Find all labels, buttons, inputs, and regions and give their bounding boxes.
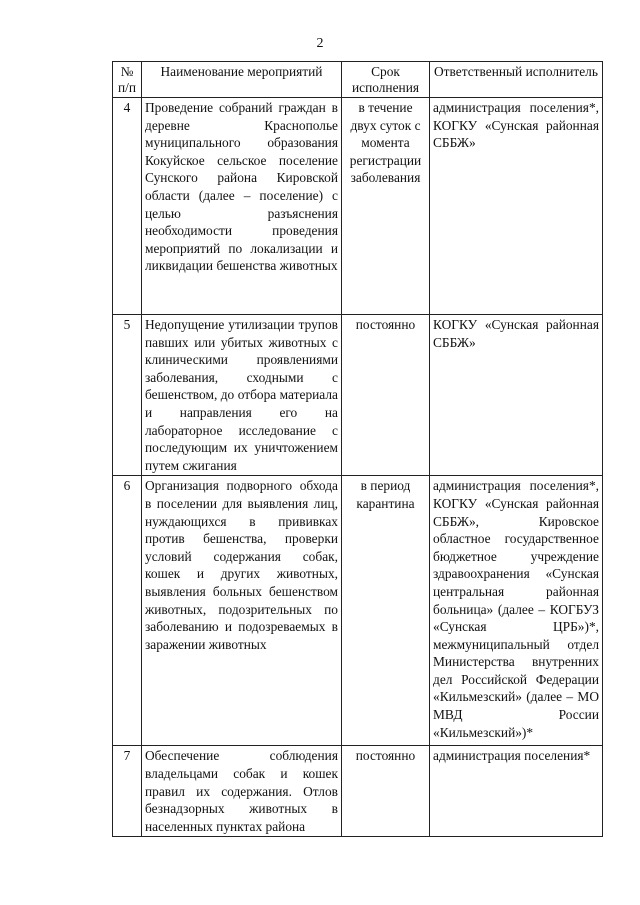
measures-table	[112, 61, 603, 837]
measure-name-text: Проведение собраний граждан в деревне Краснополье муниципального образования Кокуйское сельское поселение Сунского района Кировской области (далее – поселение) с целью разъяснения необходимости проведения мероприятий по локализации и ликвидации бешенства животных	[145, 100, 338, 274]
header-name: Наименование мероприятий	[142, 62, 342, 98]
measure-name	[142, 315, 342, 476]
measure-name	[142, 746, 342, 837]
measure-responsible-text: администрация поселения*, КОГКУ «Сунская районная СББЖ», Кировское областное государственное бюджетное учреждение здравоохранения «Сунская центральная районная больница» (далее – КОГБУЗ «Сунская ЦРБ»)*, межмуниципальный отдел Министерства внутренних дел Российской Федерации «Кильмезский» (далее – МО МВД России «Кильмезский»)*	[433, 478, 599, 740]
table-row	[113, 98, 603, 315]
row-number: 5	[113, 315, 142, 476]
header-responsible: Ответственный исполнитель	[430, 62, 603, 98]
measure-name-text: Недопущение утилизации трупов павших или убитых животных с клиническими проявлениями заболевания, сходными с бешенством, до отбора материала и направления его на лабораторное исследование с последующим их уничтожением путем сжигания	[145, 317, 338, 473]
measure-responsible	[430, 98, 603, 315]
header-num: № п/п	[113, 62, 142, 98]
measure-term: в течение двух суток с момента регистрации заболевания	[342, 98, 430, 315]
table-row	[113, 476, 603, 746]
table-header-row	[113, 62, 603, 98]
measure-term: постоянно	[342, 746, 430, 837]
row-number: 6	[113, 476, 142, 746]
row-number: 7	[113, 746, 142, 837]
measure-responsible-text: администрация поселения*, КОГКУ «Сунская районная СББЖ»	[433, 100, 599, 151]
header-term: Срок исполнения	[342, 62, 430, 98]
measure-responsible	[430, 476, 603, 746]
measure-name	[142, 98, 342, 315]
measure-term: в период карантина	[342, 476, 430, 746]
measure-responsible-text: администрация поселения*	[433, 748, 591, 764]
measure-name	[142, 476, 342, 746]
measure-responsible-text: КОГКУ «Сунская районная СББЖ»	[433, 317, 599, 350]
table-row	[113, 746, 603, 837]
page-number: 2	[316, 36, 324, 51]
row-number: 4	[113, 98, 142, 315]
measure-name-text: Обеспечение соблюдения владельцами собак и кошек правил их содержания. Отлов безнадзорных животных в населенных пунктах района	[145, 748, 338, 834]
table-row	[113, 315, 603, 476]
measure-name-text: Организация подворного обхода в поселении для выявления лиц, нуждающихся в прививках против бешенства, проверки условий содержания собак, кошек и других животных, выявления больных бешенством животных, подозрительных по заболеванию и подозреваемых в заражении животных	[145, 478, 338, 652]
measure-term: постоянно	[342, 315, 430, 476]
measure-responsible	[430, 746, 603, 837]
measure-responsible	[430, 315, 603, 476]
